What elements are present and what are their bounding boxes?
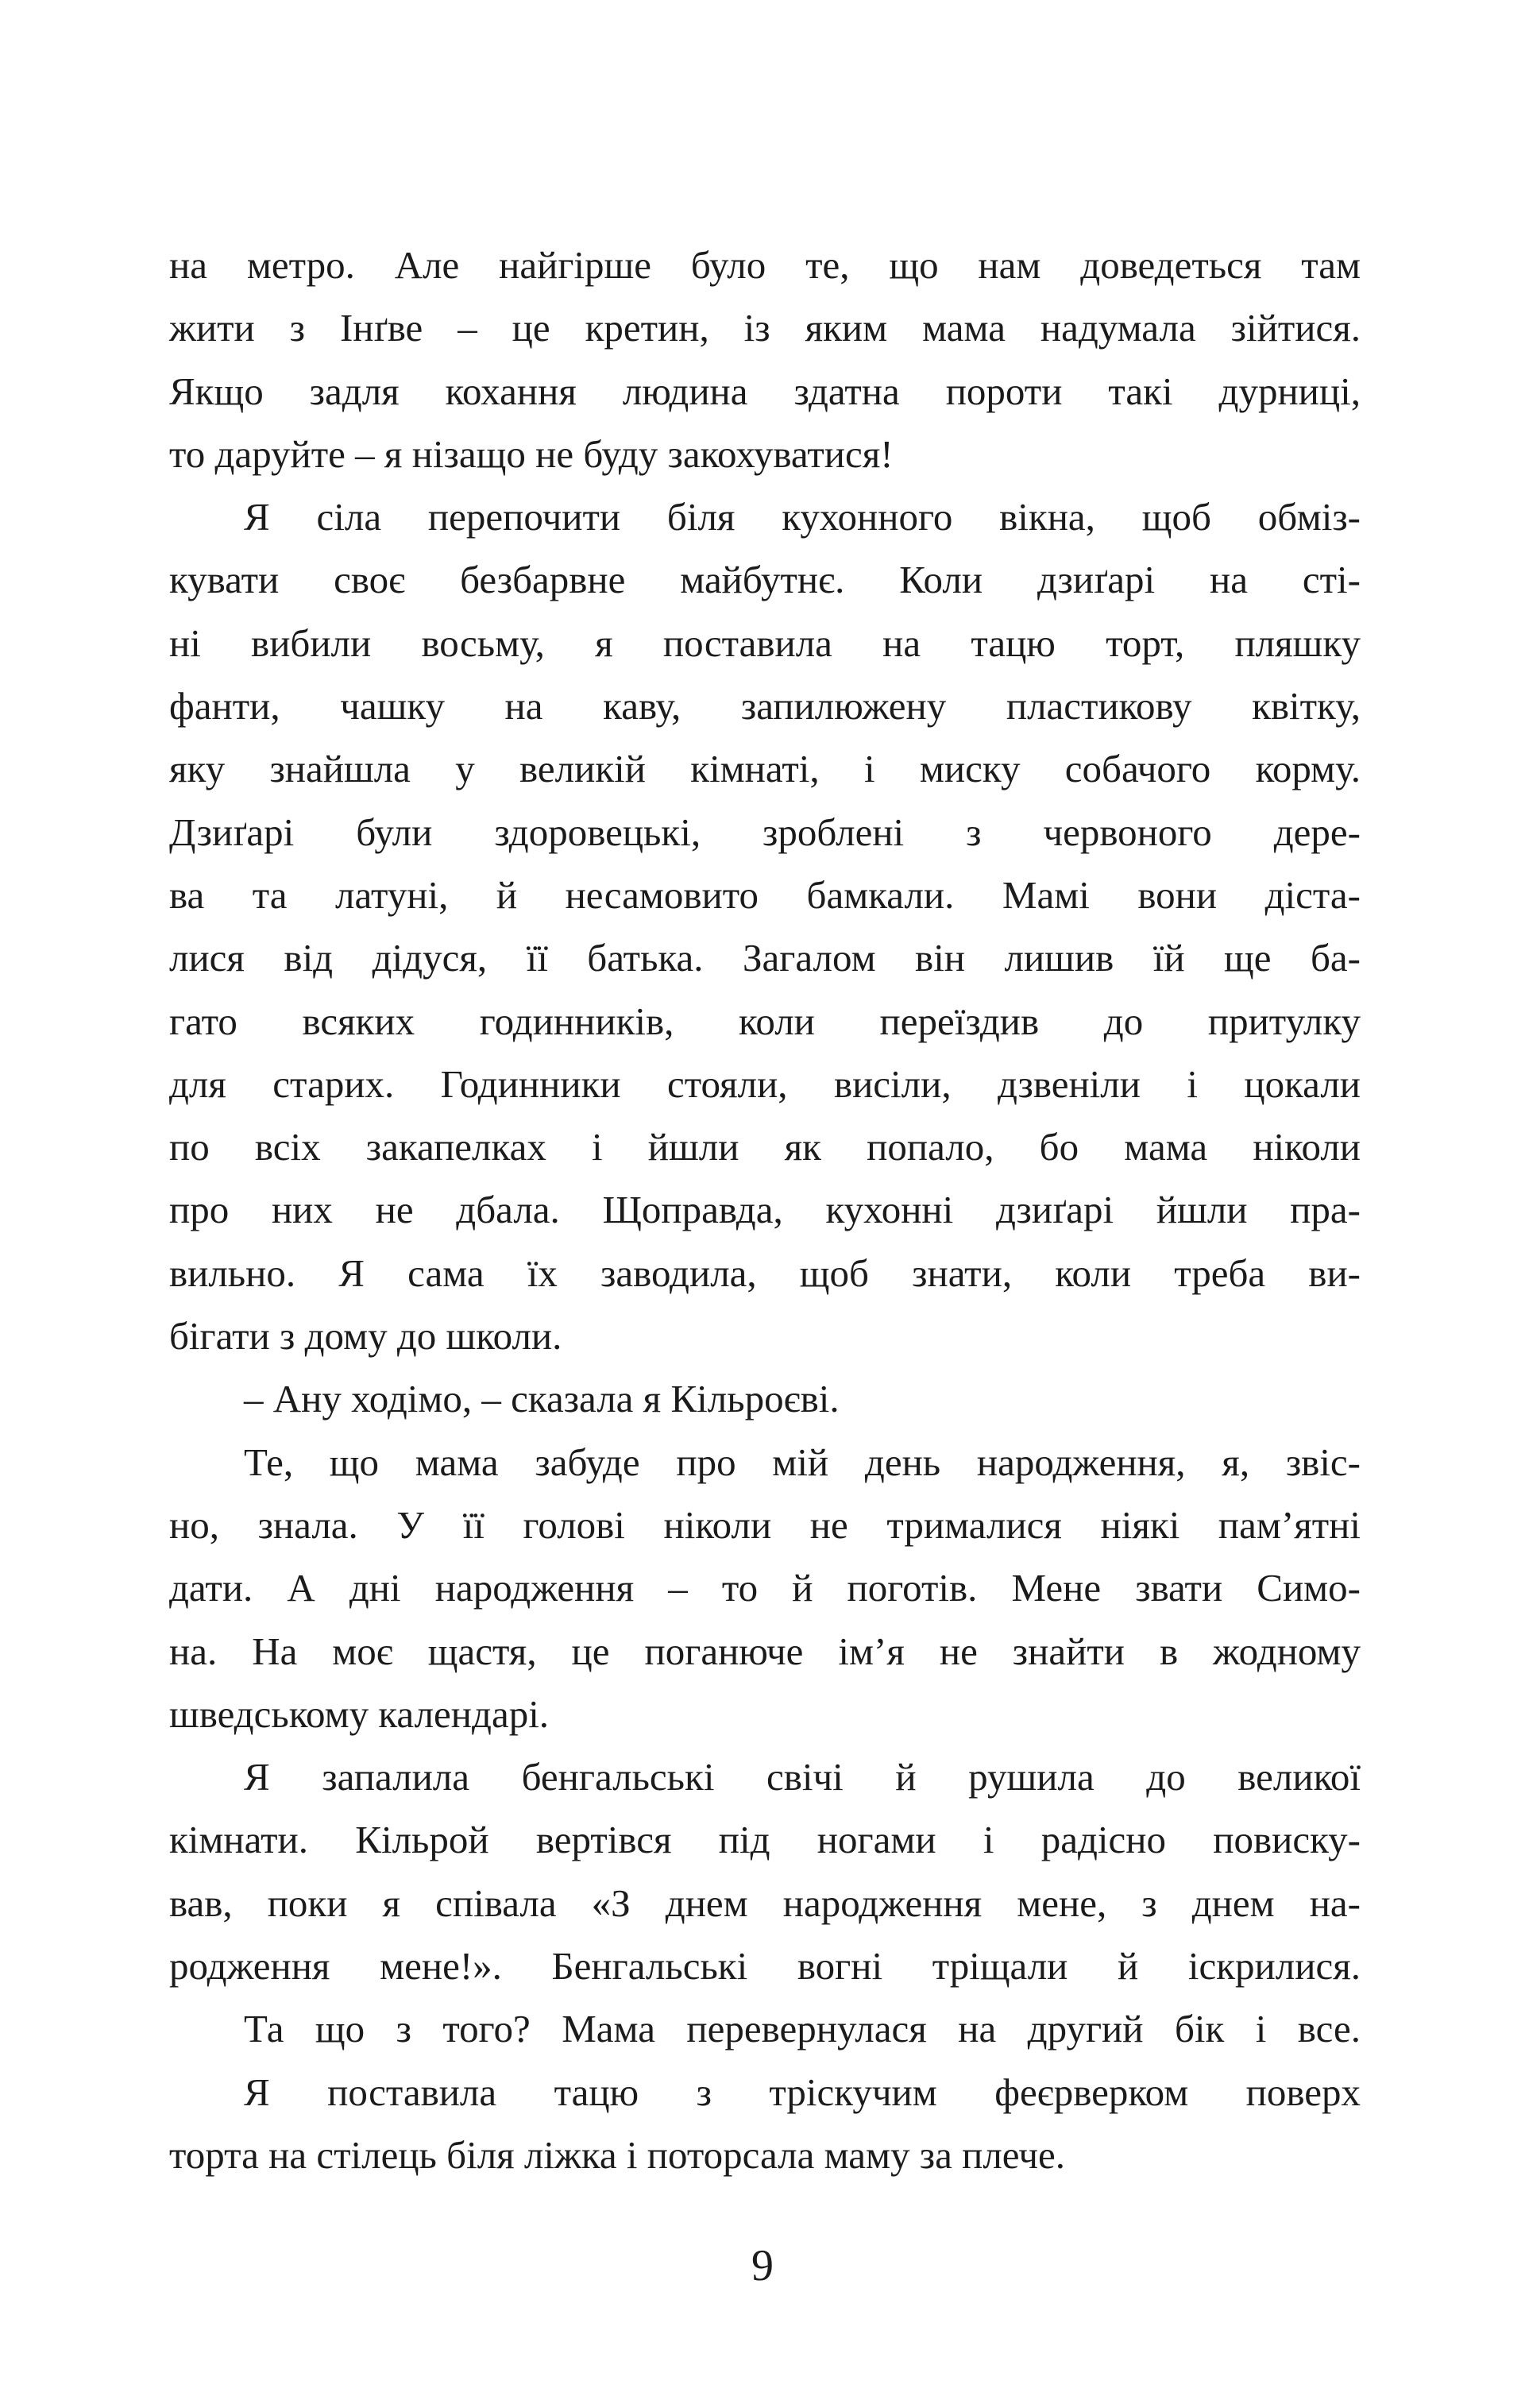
text-line: лися від дідуся, її батька. Загалом він лишив їй ще ба-: [169, 936, 1361, 980]
body-text: [169, 234, 1361, 2186]
text-line: ва та латуні, й несамовито бамкали. Мамі вони діста-: [169, 872, 1361, 917]
text-line: кувати своє безбарвне майбутнє. Коли дзиґарі на сті-: [169, 558, 1361, 602]
text-line: торта на стілець біля ліжка і поторсала маму за плече.: [169, 2132, 1065, 2177]
text-line: Те, що мама забуде про мій день народження, я, звіс-: [244, 1440, 1361, 1484]
text-line: но, знала. У її голові ніколи не трималися ніякі пам’ятні: [169, 1502, 1361, 1547]
text-line: для старих. Годинники стояли, висіли, дзвеніли і цокали: [169, 1061, 1361, 1106]
text-line: то даруйте – я нізащо не буду закохуватися!: [169, 431, 894, 476]
text-line: Якщо задля кохання людина здатна пороти такі дурниці,: [169, 369, 1361, 413]
text-line: бігати з дому до школи.: [169, 1314, 562, 1359]
text-line: на метро. Але найгірше було те, що нам доведеться там: [169, 243, 1361, 287]
text-line: вав, поки я співала «З днем народження мене, з днем на-: [169, 1880, 1361, 1925]
text-line: Дзиґарі були здоровецькі, зроблені з червоного дере-: [169, 810, 1361, 854]
text-line: фанти, чашку на каву, запилюжену пластикову квітку,: [169, 684, 1361, 729]
text-line: Я запалила бенгальські свічі й рушила до великої: [244, 1755, 1361, 1799]
text-line: по всіх закапелках і йшли як попало, бо мама ніколи: [169, 1125, 1361, 1169]
text-line: шведському календарі.: [169, 1691, 550, 1736]
text-line: яку знайшла у великій кімнаті, і миску собачого корму.: [169, 747, 1361, 791]
text-line: гато всяких годинників, коли переїздив до притулку: [169, 999, 1361, 1043]
text-line: кімнати. Кільрой вертівся під ногами і радісно повиску-: [169, 1818, 1361, 1862]
text-line: – Ану ходімо, – сказала я Кільроєві.: [244, 1377, 840, 1421]
text-line: жити з Інґве – це кретин, із яким мама надумала зійтися.: [169, 306, 1361, 350]
text-line: родження мене!». Бенгальські вогні тріщали й іскрилися.: [169, 1944, 1361, 1989]
text-line: Я поставила тацю з тріскучим феєрверком поверх: [244, 2070, 1361, 2114]
text-line: про них не дбала. Щоправда, кухонні дзиґарі йшли пра-: [169, 1188, 1361, 1232]
page-number: 9: [751, 2241, 774, 2290]
text-line: Та що з того? Мама перевернулася на другий бік і все.: [244, 2007, 1361, 2051]
text-line: Я сіла перепочити біля кухонного вікна, щоб обміз-: [244, 495, 1361, 539]
text-line: дати. А дні народження – то й поготів. Мене звати Симо-: [169, 1566, 1361, 1610]
text-line: вильно. Я сама їх заводила, щоб знати, коли треба ви-: [169, 1250, 1361, 1295]
text-line: на. На моє щастя, це поганюче ім’я не знайти в жодному: [169, 1629, 1361, 1673]
text-line: ні вибили восьму, я поставила на тацю торт, пляшку: [169, 620, 1361, 665]
